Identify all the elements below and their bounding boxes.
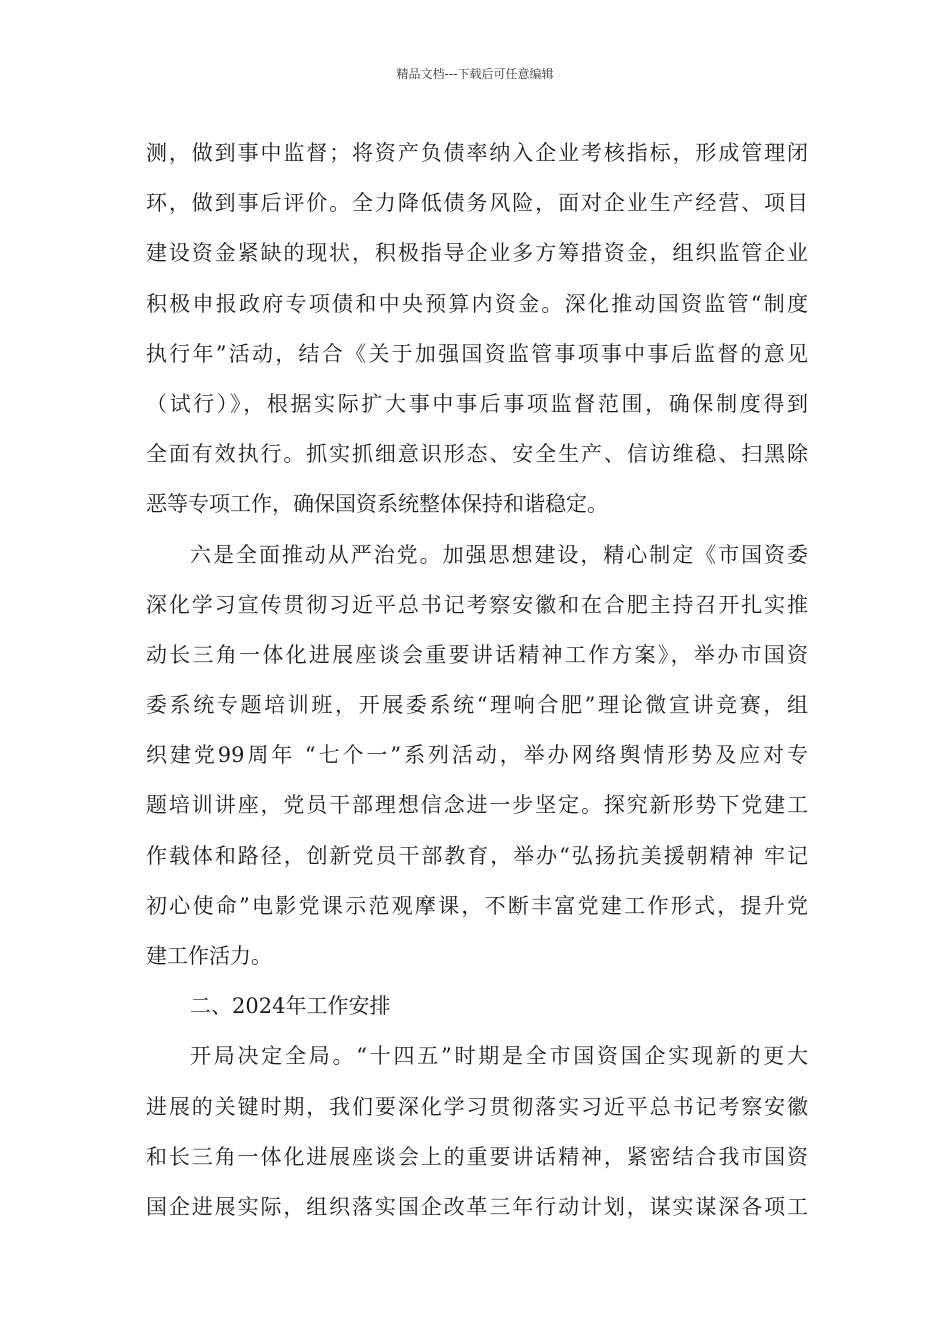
- text-line: 恶等专项工作，确保国资系统整体保持和谐稳定。: [146, 492, 608, 517]
- text-line: 动长三角一体化进展座谈会重要讲话精神工作方案》，举办市国资: [146, 642, 808, 667]
- text-line: 六是全面推动从严治党。加强思想建设，精心制定《市国资委: [190, 542, 808, 567]
- text-line: 作载体和路径，创新党员干部教育，举办“弘扬抗美援朝精神 牢记: [146, 843, 808, 868]
- text-line: 进展的关键时期，我们要深化学习贯彻落实习近平总书记考察安徽: [146, 1094, 808, 1119]
- text-line: 测，做到事中监督；将资产负债率纳入企业考核指标，形成管理闭: [146, 141, 808, 165]
- page-header: 精品文档---下载后可任意编辑: [396, 67, 554, 81]
- text-line: 和长三角一体化进展座谈会上的重要讲话精神，紧密结合我市国资: [146, 1144, 808, 1169]
- text-line: （试行）》，根据实际扩大事中事后事项监督范围，确保制度得到: [146, 391, 808, 416]
- text-line: 初心使命”电影党课示范观摩课，不断丰富党建工作形式，提升党: [146, 893, 808, 918]
- text-line: 二、2024年工作安排: [190, 994, 391, 1019]
- document-body: [146, 128, 808, 1232]
- text-line: 委系统专题培训班，开展委系统“理响合肥”理论微宣讲竞赛，组: [146, 693, 808, 718]
- text-line: 开局决定全局。“十四五”时期是全市国资国企实现新的更大: [190, 1044, 808, 1069]
- text-line: 建工作活力。: [146, 944, 272, 968]
- text-line: 执行年”活动，结合《关于加强国资监管事项事中事后监督的意见: [146, 341, 808, 366]
- text-line: 建设资金紧缺的现状，积极指导企业多方筹措资金，组织监管企业: [146, 241, 808, 266]
- text-line: 深化学习宣传贯彻习近平总书记考察安徽和在合肥主持召开扎实推: [146, 592, 808, 617]
- text-line: 环，做到事后评价。全力降低债务风险，面对企业生产经营、项目: [146, 191, 808, 216]
- text-line: 国企进展实际，组织落实国企改革三年行动计划，谋实谋深各项工: [146, 1194, 808, 1219]
- text-line: 题培训讲座，党员干部理想信念进一步坚定。探究新形势下党建工: [146, 793, 808, 818]
- text-line: 织建党99周年 “七个一”系列活动，举办网络舆情形势及应对专: [146, 743, 808, 768]
- text-line: 全面有效执行。抓实抓细意识形态、安全生产、信访维稳、扫黑除: [146, 442, 808, 467]
- text-line: 积极申报政府专项债和中央预算内资金。深化推动国资监管“制度: [146, 291, 808, 316]
